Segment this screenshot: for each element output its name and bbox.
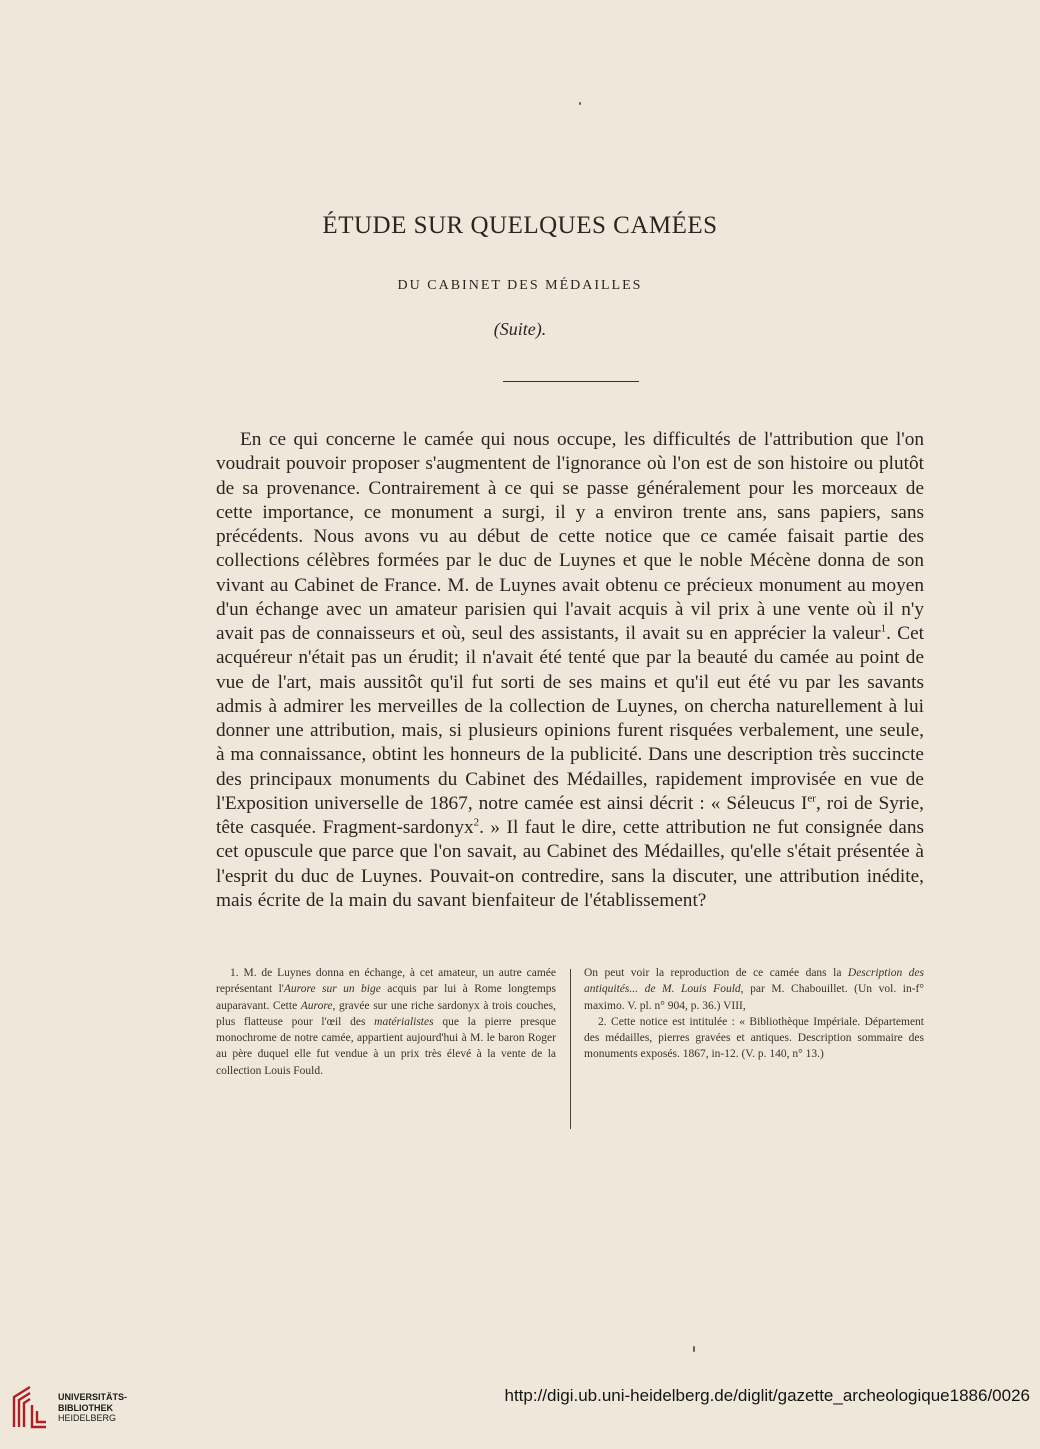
footnotes <box>216 965 924 1129</box>
text-segment: , roi de Syrie, tête casquée. Fragment-sardonyx <box>216 792 924 838</box>
footnote-italic: Description des antiquités... de M. Louis Fould <box>584 967 924 996</box>
main-text <box>216 428 924 913</box>
footnote-italic: Aurore sur un bige <box>283 983 381 996</box>
library-logo[interactable] <box>10 1383 150 1433</box>
page-subtitle: DU CABINET DES MÉDAILLES <box>397 278 643 293</box>
ink-speck <box>579 102 581 105</box>
footnote <box>584 965 924 1014</box>
footnote-text: que la pierre presque monochrome de notre camée, appartient aujourd'hui à M. le baron Roger au père duquel elle fut vendue à un prix très élevé à la vente de la collection Louis Fould. <box>216 1015 557 1077</box>
library-emblem-icon <box>10 1385 50 1431</box>
page-title: ÉTUDE SUR QUELQUES CAMÉES <box>322 212 718 239</box>
source-url[interactable]: http://digi.ub.uni-heidelberg.de/diglit/gazette_archeologique1886/0026 <box>504 1386 1030 1405</box>
footnote-text: , par M. Chabouillet. (Un vol. in-f° maximo. V. pl. n° 904, p. 36.) VIII, <box>584 983 924 1012</box>
library-name-line: BIBLIOTHEK <box>58 1402 113 1413</box>
footnote <box>216 965 556 1079</box>
footnote-column-right <box>584 965 924 1129</box>
library-name <box>58 1392 127 1424</box>
ink-speck <box>693 1346 695 1352</box>
footnote-text: On peut voir la reproduction de ce camée dans la <box>584 967 848 979</box>
text-segment: . Cet acquéreur n'était pas un érudit; il n'avait été tenté que par la beauté du camée au point de vue de l'art, mais aussitôt qu'il fut sorti de ses mains et qu'il eut été vu par les savants admis à admirer les merveilles de la collection de Luynes, on chercha naturellement à lui donner une attribution, mais, si plusieurs opinions furent risquées verbalement, une seule, à ma connaissance, obtint les honneurs de la publicité. Dans une description très succincte des principaux monuments du Cabinet des Médailles, rapidement improvisée en vue de l'Exposition universelle de 1867, notre camée est ainsi décrit : « Séleucus I <box>216 623 925 814</box>
footnote-column-left <box>216 965 556 1129</box>
footnote-text: , gravée sur une riche sardonyx à trois couches, plus flatteuse pour l'œil des <box>216 999 556 1028</box>
superscript: er <box>807 792 816 805</box>
footnote: 2. Cette notice est intitulée : « Bibliothèque Impériale. Département des médailles, pierres gravées et antiques. Description sommaire des monuments exposés. 1867, in-12. (V. p. 140, n° 13.) <box>584 1015 924 1061</box>
footnote-text: acquis par lui à Rome longtemps auparavant. Cette <box>216 983 556 1012</box>
suite-label: (Suite). <box>493 319 547 339</box>
library-name-line: UNIVERSITÄTS- <box>58 1392 128 1403</box>
footnote-divider <box>570 969 571 1129</box>
footnote-text: 1. M. de Luynes donna en échange, à cet amateur, un autre camée représentant l' <box>216 967 556 996</box>
text-segment: . » Il faut le dire, cette attribution ne fut consignée dans cet opuscule que parce que l'on savait, au Cabinet des Médailles, qu'elle s'était présentée à l'esprit du duc de Luynes. Pouvait-on contredire, sans la discuter, une attribution inédite, mais écrite de la main du savant bienfaiteur de l'établissement? <box>216 817 924 911</box>
footnote-ref: 1 <box>880 622 887 635</box>
footnote-ref: 2 <box>473 816 480 829</box>
paragraph <box>216 428 924 913</box>
footnote-italic: matérialistes <box>374 1015 434 1028</box>
footnote-italic: Aurore <box>300 999 333 1012</box>
title-rule <box>503 381 639 382</box>
text-segment: En ce qui concerne le camée qui nous occupe, les difficultés de l'attribution que l'on voudrait pouvoir proposer s'augmentent de l'ignorance où l'on est de son histoire ou plutôt de sa provenance. Contrairement à ce qui se passe généralement pour les morceaux de cette importance, ce monument a surgi, il y a environ trente ans, sans papiers, sans précédents. Nous avons vu au début de cette notice que ce camée faisait partie des collections célèbres formées par le duc de Luynes et que le noble Mécène donna de son vivant au Cabinet de France. M. de Luynes avait obtenu ce précieux monument au moyen d'un échange avec un amateur parisien qui l'avait acquis à vil prix à une vente où il n'y avait pas de connaisseurs et où, seul des assistants, il avait su en apprécier la valeur <box>216 429 924 644</box>
library-name-line: HEIDELBERG <box>58 1413 117 1424</box>
